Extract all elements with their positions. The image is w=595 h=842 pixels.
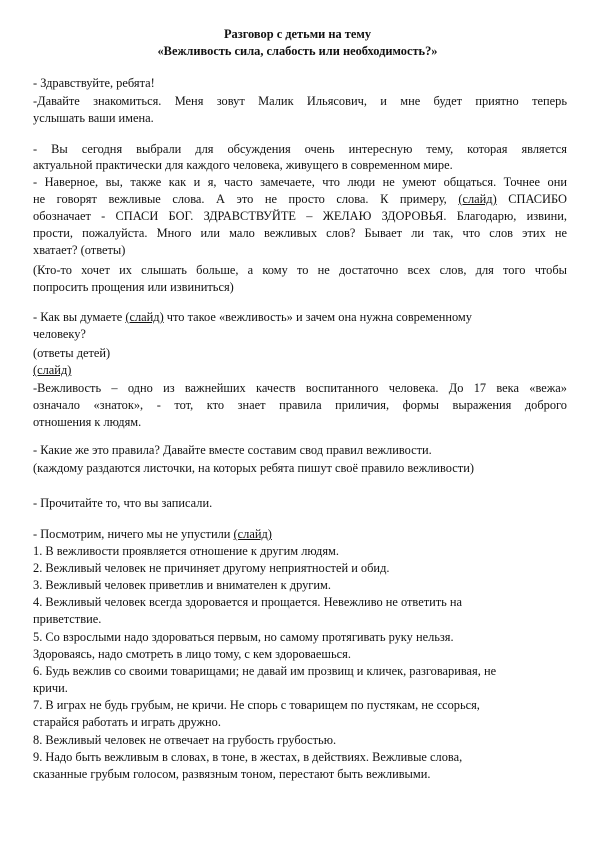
text-segment: сказанные грубым голосом, развязным тоном, перестают быть вежливыми. (33, 767, 431, 781)
text-segment: 2. Вежливый человек не причиняет другому неприятностей и обид. (33, 561, 390, 575)
text-segment: (каждому раздаются листочки, на которых ребята пишут своё правило вежливости) (33, 461, 474, 475)
text-segment: -Вежливость – одно из важнейших качеств воспитанного человека. До 17 века «вежа» (33, 381, 567, 395)
document-subtitle: «Вежливость сила, слабость или необходимость?» (157, 44, 438, 58)
text-line (33, 594, 462, 610)
text-line (33, 345, 110, 361)
text-line (33, 242, 125, 258)
text-segment: означало «знаток», - тот, кто знает правила приличия, формы выражения доброго (33, 398, 567, 412)
text-line (33, 110, 154, 126)
text-line (33, 380, 567, 396)
text-line (33, 225, 567, 241)
text-segment: 7. В играх не будь грубым, не кричи. Не спорь с товарищем по пустякам, не ссорься, (33, 698, 480, 712)
text-line (33, 749, 462, 765)
text-segment: -Давайте знакомиться. Меня зовут Малик Ильясович, и мне будет приятно теперь (33, 94, 567, 108)
text-line (33, 577, 331, 593)
slide-link: (слайд) (458, 192, 497, 206)
text-line (33, 680, 68, 696)
text-line (33, 442, 432, 458)
text-segment: попросить прощения или извиниться) (33, 280, 234, 294)
text-segment: - Прочитайте то, что вы записали. (33, 496, 213, 510)
text-segment: - Какие же это правила? Давайте вместе составим свод правил вежливости. (33, 443, 432, 457)
text-segment: - Посмотрим, ничего мы не упустили (33, 527, 234, 541)
text-line (33, 362, 71, 378)
text-line (33, 262, 567, 278)
text-segment: - Вы сегодня выбрали для обсуждения очень интересную тему, которая является (33, 142, 567, 156)
text-line (33, 560, 389, 576)
text-line (33, 279, 234, 295)
text-line (33, 495, 212, 511)
text-segment: человеку? (33, 327, 86, 341)
text-line (33, 326, 86, 342)
text-line (33, 414, 141, 430)
text-line (33, 141, 567, 157)
text-segment: Здороваясь, надо смотреть в лицо тому, с кем здороваешься. (33, 647, 351, 661)
text-line (33, 714, 221, 730)
text-segment: что такое «вежливость» и зачем она нужна современному (163, 310, 472, 324)
text-segment: (ответы детей) (33, 346, 111, 360)
text-line (33, 75, 155, 91)
text-segment: 6. Будь вежлив со своими товарищами; не давай им прозвищ и кличек, разговаривая, не (33, 664, 497, 678)
text-segment: СПАСИБО (496, 192, 567, 206)
text-segment: прости, пожалуйста. Много или мало вежливых слов? Бывает ли так, что слов этих не (33, 226, 567, 240)
text-line (33, 611, 101, 627)
slide-link: (слайд) (125, 310, 164, 324)
text-segment: 3. Вежливый человек приветлив и внимателен к другим. (33, 578, 331, 592)
text-line (33, 397, 567, 413)
document-title: Разговор с детьми на тему (223, 27, 372, 41)
slide-link: (слайд) (33, 363, 72, 377)
text-line (33, 191, 567, 207)
text-line (33, 460, 474, 476)
text-segment: услышать ваши имена. (33, 111, 154, 125)
text-line (33, 526, 272, 542)
text-line (33, 629, 454, 645)
text-line (33, 732, 336, 748)
text-line (33, 93, 567, 109)
text-line (33, 208, 567, 224)
text-segment: хватает? (ответы) (33, 243, 126, 257)
text-segment: обозначает - СПАСИ БОГ. ЗДРАВСТВУЙТЕ – ЖЕЛАЮ ЗДОРОВЬЯ. Благодарю, извини, (33, 209, 567, 223)
text-segment: 4. Вежливый человек всегда здоровается и прощается. Невежливо не ответить на (33, 595, 463, 609)
text-line (33, 309, 472, 325)
text-segment: 1. В вежливости проявляется отношение к другим людям. (33, 544, 339, 558)
text-line (33, 766, 430, 782)
text-line (33, 646, 351, 662)
text-segment: - Как вы думаете (33, 310, 126, 324)
text-segment: кричи. (33, 681, 68, 695)
text-line (33, 174, 567, 190)
text-segment: 8. Вежливый человек не отвечает на грубость грубостью. (33, 733, 337, 747)
text-segment: отношения к людям. (33, 415, 142, 429)
text-segment: не говорят вежливые слова. А это не просто слова. К примеру, (33, 192, 459, 206)
text-line (33, 697, 480, 713)
text-line (33, 157, 453, 173)
text-segment: 5. Со взрослыми надо здороваться первым, но самому протягивать руку нельзя. (33, 630, 454, 644)
text-line (33, 663, 496, 679)
text-segment: приветствие. (33, 612, 102, 626)
text-line (33, 543, 339, 559)
text-segment: - Здравствуйте, ребята! (33, 76, 155, 90)
slide-link: (слайд) (233, 527, 272, 541)
text-segment: актуальной практически для каждого человека, живущего в современном мире. (33, 158, 453, 172)
text-segment: (Кто-то хочет их слышать больше, а кому то не достаточно всех слов, для того чтобы (33, 263, 567, 277)
text-segment: - Наверное, вы, также как и я, часто замечаете, что люди не умеют общаться. Точнее они (33, 175, 567, 189)
text-segment: старайся работать и играть дружно. (33, 715, 221, 729)
text-segment: 9. Надо быть вежливым в словах, в тоне, в жестах, в действиях. Вежливые слова, (33, 750, 463, 764)
